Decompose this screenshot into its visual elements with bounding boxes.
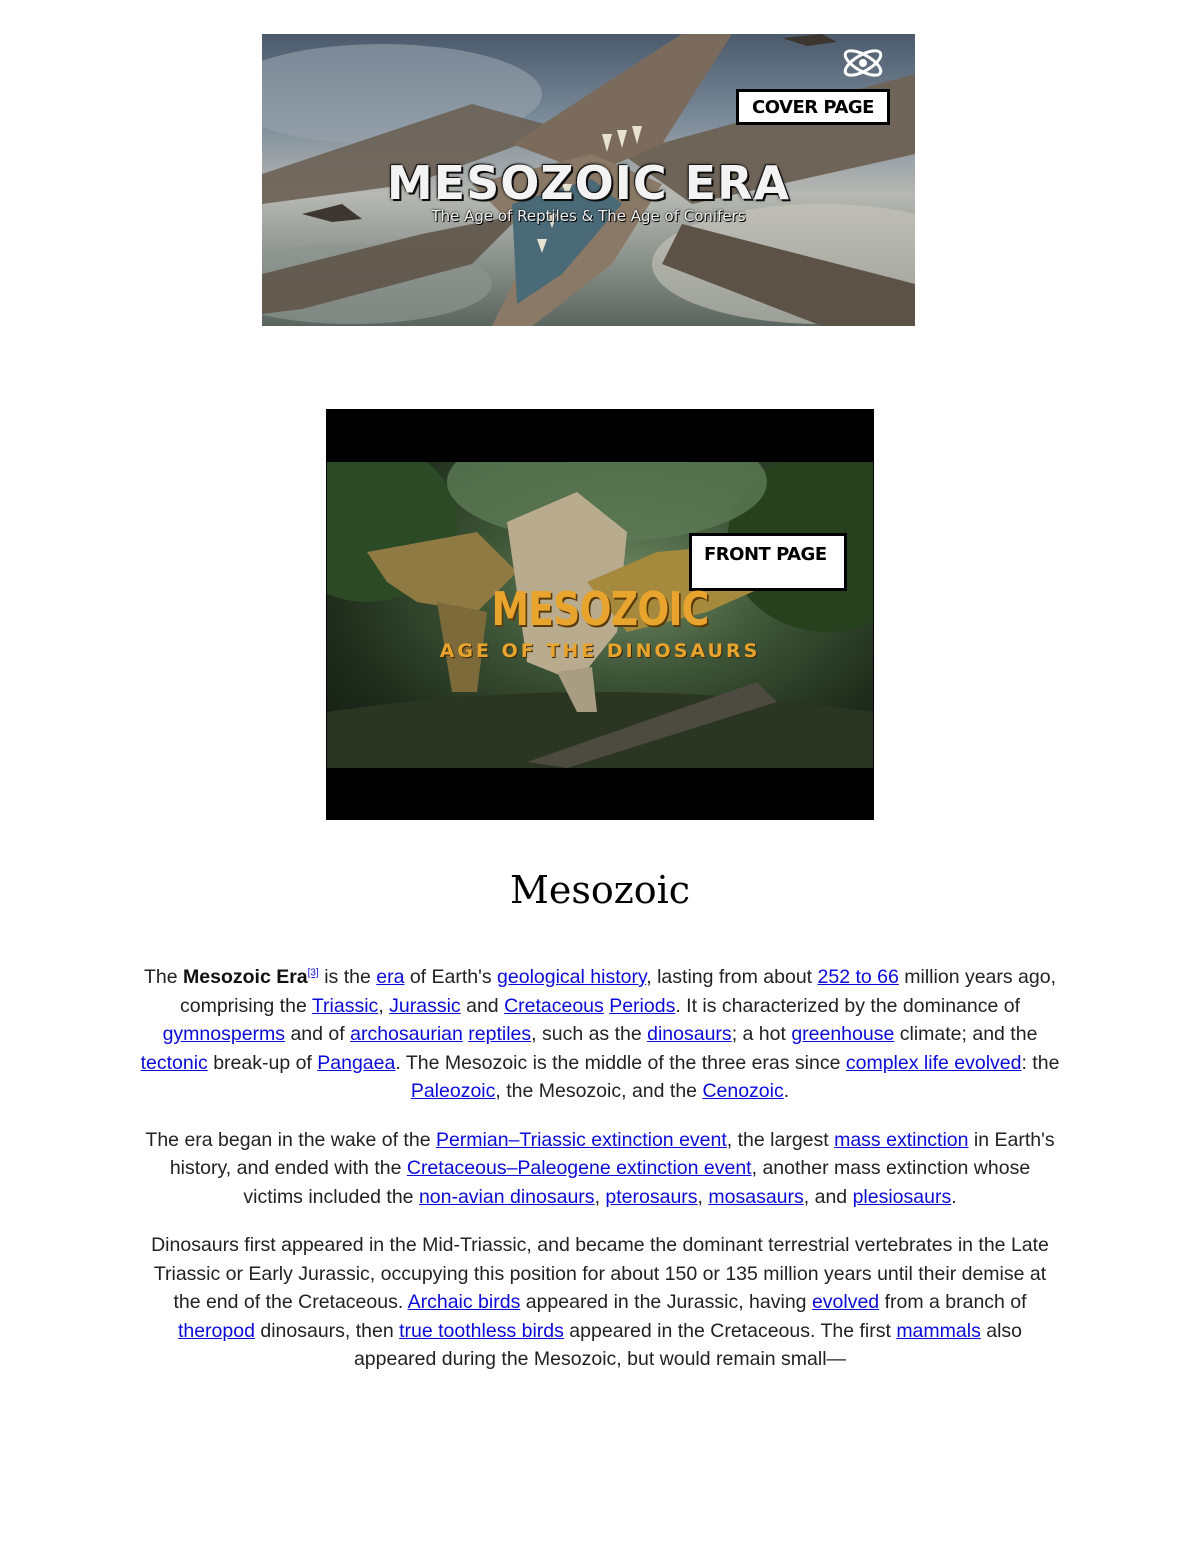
link-plesiosaurs[interactable]: plesiosaurs	[852, 1185, 952, 1208]
text: appeared in the Cretaceous. The first	[563, 1319, 897, 1342]
text: : the	[1021, 1051, 1060, 1074]
link-cretaceous[interactable]: Cretaceous	[504, 994, 604, 1017]
link-mammals[interactable]: mammals	[896, 1319, 981, 1342]
text: Dinosaurs first appeared in the Mid-Triassic, and became the dominant terrestrial vertebrates in the Late Triassic or Early Jurassic, occupying this position for about 150 or 135 million years until their demise at the end of the Cretaceous.	[151, 1234, 1049, 1313]
bold-term: Mesozoic Era	[183, 966, 308, 988]
text: , such as the	[531, 1023, 648, 1045]
article-body	[140, 963, 1060, 1394]
article-title: Mesozoic	[509, 868, 691, 912]
text: .	[951, 1185, 957, 1208]
link-gymnosperms[interactable]: gymnosperms	[162, 1023, 286, 1045]
link-pangaea[interactable]: Pangaea	[317, 1051, 396, 1074]
link-non-avian-dinosaurs[interactable]: non-avian dinosaurs	[418, 1185, 595, 1208]
paragraph-3	[140, 1231, 1060, 1374]
link-true-toothless-birds[interactable]: true toothless birds	[399, 1319, 564, 1342]
front-page-badge: FRONT PAGE	[689, 533, 847, 591]
text: and	[460, 994, 505, 1017]
text: . The Mesozoic is the middle of the three eras since	[395, 1051, 846, 1074]
text: The era began in the wake of the	[145, 1128, 436, 1151]
atom-icon	[840, 40, 886, 86]
link-evolved[interactable]: evolved	[811, 1291, 880, 1313]
link-paleozoic[interactable]: Paleozoic	[410, 1080, 496, 1102]
text: climate; and the	[894, 1023, 1038, 1045]
link-era[interactable]: era	[376, 966, 405, 988]
link-jurassic[interactable]: Jurassic	[389, 994, 461, 1017]
link-pterosaurs[interactable]: pterosaurs	[605, 1185, 698, 1208]
link-mosasaurs[interactable]: mosasaurs	[708, 1185, 804, 1208]
front-subtitle: AGE OF THE DINOSAURS	[439, 640, 761, 662]
link-permian-triassic-extinction[interactable]: Permian–Triassic extinction event	[435, 1128, 727, 1151]
cover-title: MESOZOIC ERA	[386, 156, 791, 210]
text: , and	[803, 1185, 853, 1208]
text: is the	[318, 966, 377, 988]
text: and of	[285, 1023, 351, 1045]
link-triassic[interactable]: Triassic	[311, 994, 379, 1017]
link-archaic-birds[interactable]: Archaic birds	[407, 1291, 521, 1313]
link-geological-history[interactable]: geological history	[497, 966, 647, 988]
link-theropod[interactable]: theropod	[177, 1319, 255, 1342]
cover-image	[262, 34, 915, 326]
text: from a branch of	[879, 1291, 1027, 1313]
text: break-up of	[207, 1051, 318, 1074]
text: , the Mesozoic, and the	[495, 1080, 703, 1102]
paragraph-2	[140, 1126, 1060, 1212]
link-tectonic[interactable]: tectonic	[140, 1051, 208, 1074]
front-title: MESOZOIC	[491, 582, 709, 636]
text: The	[143, 966, 184, 988]
text: .	[783, 1080, 790, 1102]
link-periods[interactable]: Periods	[609, 994, 676, 1017]
text: , lasting from about	[646, 966, 818, 988]
front-image	[326, 409, 874, 820]
link-complex-life-evolved[interactable]: complex life evolved	[845, 1051, 1022, 1074]
paragraph-1	[140, 963, 1060, 1106]
link-reptiles[interactable]: reptiles	[468, 1023, 532, 1045]
link-dinosaurs[interactable]: dinosaurs	[647, 1023, 732, 1045]
text: of Earth's	[404, 966, 498, 988]
link-greenhouse[interactable]: greenhouse	[791, 1023, 895, 1045]
text: , the largest	[726, 1128, 835, 1151]
link-mass-extinction[interactable]: mass extinction	[834, 1128, 969, 1151]
cover-subtitle: The Age of Reptiles & The Age of Conifers	[431, 207, 746, 225]
text: ,	[594, 1185, 606, 1208]
link-252-to-66[interactable]: 252 to 66	[817, 966, 899, 988]
citation-link[interactable]: [3]	[307, 967, 319, 979]
text: also appeared during the Mesozoic, but would remain small—	[353, 1319, 1023, 1370]
text: million years ago, comprising the	[179, 966, 1057, 1017]
text: dinosaurs, then	[254, 1319, 400, 1342]
text: ,	[697, 1185, 709, 1208]
dinosaur-scene	[327, 462, 873, 768]
link-archosaurian[interactable]: archosaurian	[350, 1023, 463, 1045]
link-cenozoic[interactable]: Cenozoic	[702, 1080, 784, 1102]
text: , another mass extinction whose victims included the	[243, 1157, 1031, 1208]
cover-page-badge: COVER PAGE	[736, 89, 890, 125]
text: appeared in the Jurassic, having	[520, 1291, 812, 1313]
text: . It is characterized by the dominance of	[675, 994, 1021, 1017]
text: ,	[378, 994, 390, 1017]
text: ; a hot	[731, 1023, 792, 1045]
link-cretaceous-paleogene-extinction[interactable]: Cretaceous–Paleogene extinction event	[406, 1157, 752, 1179]
text: in Earth's history, and ended with the	[169, 1128, 1055, 1179]
